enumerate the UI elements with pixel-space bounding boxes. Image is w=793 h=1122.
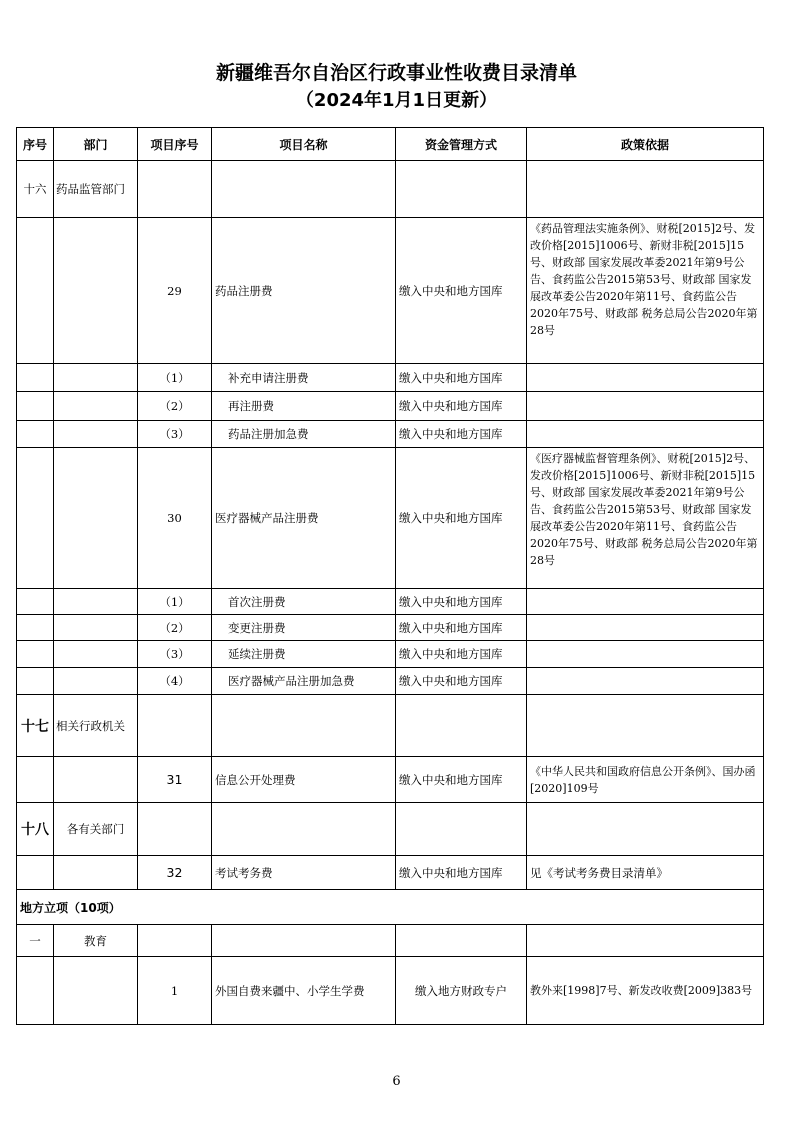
section-number: 十六 <box>17 161 54 218</box>
section-number: 十八 <box>17 803 54 856</box>
item-name: 医疗器械产品注册费 <box>212 448 396 589</box>
header-cell: 项目序号 <box>138 128 212 161</box>
item-number: 1 <box>138 957 212 1025</box>
policy-basis: 教外来[1998]7号、新发改收费[2009]383号 <box>527 957 764 1025</box>
item-number: （2） <box>138 615 212 641</box>
policy-basis: 见《考试考务费目录清单》 <box>527 856 764 890</box>
item-number: （1） <box>138 589 212 615</box>
policy-basis: 《中华人民共和国政府信息公开条例》、国办函[2020]109号 <box>527 757 764 803</box>
table-row <box>17 589 764 615</box>
page-number: 6 <box>392 1074 401 1089</box>
item-name: 延续注册费 <box>212 641 396 668</box>
section-row <box>17 925 764 957</box>
item-name: 变更注册费 <box>212 615 396 641</box>
item-name: 信息公开处理费 <box>212 757 396 803</box>
local-items-row <box>17 890 764 925</box>
section-department: 教育 <box>54 925 138 957</box>
section-row <box>17 803 764 856</box>
local-items-heading: 地方立项（10项） <box>17 890 764 925</box>
section-row <box>17 161 764 218</box>
item-number: （3） <box>138 641 212 668</box>
fund-management: 缴入中央和地方国库 <box>396 589 527 615</box>
item-number: （3） <box>138 421 212 448</box>
section-number: 一 <box>17 925 54 957</box>
fund-management: 缴入中央和地方国库 <box>396 856 527 890</box>
fund-management: 缴入中央和地方国库 <box>396 757 527 803</box>
table-row <box>17 448 764 589</box>
fund-management: 缴入中央和地方国库 <box>396 448 527 589</box>
fund-management: 缴入地方财政专户 <box>396 957 527 1025</box>
table-row <box>17 421 764 448</box>
fund-management: 缴入中央和地方国库 <box>396 392 527 421</box>
header-cell: 部门 <box>54 128 138 161</box>
item-number: 30 <box>138 448 212 589</box>
header-cell: 序号 <box>17 128 54 161</box>
section-department: 药品监管部门 <box>54 161 138 218</box>
fund-management: 缴入中央和地方国库 <box>396 615 527 641</box>
policy-basis: 《药品管理法实施条例》、财税[2015]2号、发改价格[2015]1006号、新财非税[2015]15号、财政部 国家发展改革委2021年第9号公告、食药监公告2015第53号、财政部 国家发展改革委公告2020年第11号、食药监公告2020年75号、财政部 税务总局公告2020年第28号 <box>527 218 764 364</box>
table-row <box>17 615 764 641</box>
table-row <box>17 957 764 1025</box>
item-name: 医疗器械产品注册加急费 <box>212 668 396 695</box>
table-row <box>17 856 764 890</box>
header-cell: 资金管理方式 <box>396 128 527 161</box>
fund-management: 缴入中央和地方国库 <box>396 364 527 392</box>
item-number: 29 <box>138 218 212 364</box>
header-cell: 项目名称 <box>212 128 396 161</box>
table-row <box>17 218 764 364</box>
fund-management: 缴入中央和地方国库 <box>396 641 527 668</box>
item-number: 31 <box>138 757 212 803</box>
section-department: 各有关部门 <box>54 803 138 856</box>
item-name: 药品注册加急费 <box>212 421 396 448</box>
section-number: 十七 <box>17 695 54 757</box>
item-number: （4） <box>138 668 212 695</box>
item-number: 32 <box>138 856 212 890</box>
section-row <box>17 695 764 757</box>
document-subtitle: （2024年1月1日更新） <box>295 90 498 111</box>
fee-catalog-table <box>16 127 764 1025</box>
item-number: （1） <box>138 364 212 392</box>
table-row <box>17 392 764 421</box>
table-header-row <box>17 128 764 161</box>
table-row <box>17 757 764 803</box>
section-department: 相关行政机关 <box>54 695 138 757</box>
fund-management: 缴入中央和地方国库 <box>396 421 527 448</box>
policy-basis: 《医疗器械监督管理条例》、财税[2015]2号、发改价格[2015]1006号、新财非税[2015]15号、财政部 国家发展改革委2021年第9号公告、食药监公告2015第53号、财政部 国家发展改革委公告2020年第11号、食药监公告2020年75号、财政部 税务总局公告2020年第28号 <box>527 448 764 589</box>
item-name: 补充申请注册费 <box>212 364 396 392</box>
document-title: 新疆维吾尔自治区行政事业性收费目录清单 <box>215 62 577 84</box>
item-number: （2） <box>138 392 212 421</box>
item-name: 再注册费 <box>212 392 396 421</box>
header-cell: 政策依据 <box>527 128 764 161</box>
table-row <box>17 668 764 695</box>
fund-management: 缴入中央和地方国库 <box>396 668 527 695</box>
fund-management: 缴入中央和地方国库 <box>396 218 527 364</box>
table-row <box>17 641 764 668</box>
item-name: 考试考务费 <box>212 856 396 890</box>
item-name: 首次注册费 <box>212 589 396 615</box>
item-name: 药品注册费 <box>212 218 396 364</box>
table-row <box>17 364 764 392</box>
item-name: 外国自费来疆中、小学生学费 <box>212 957 396 1025</box>
